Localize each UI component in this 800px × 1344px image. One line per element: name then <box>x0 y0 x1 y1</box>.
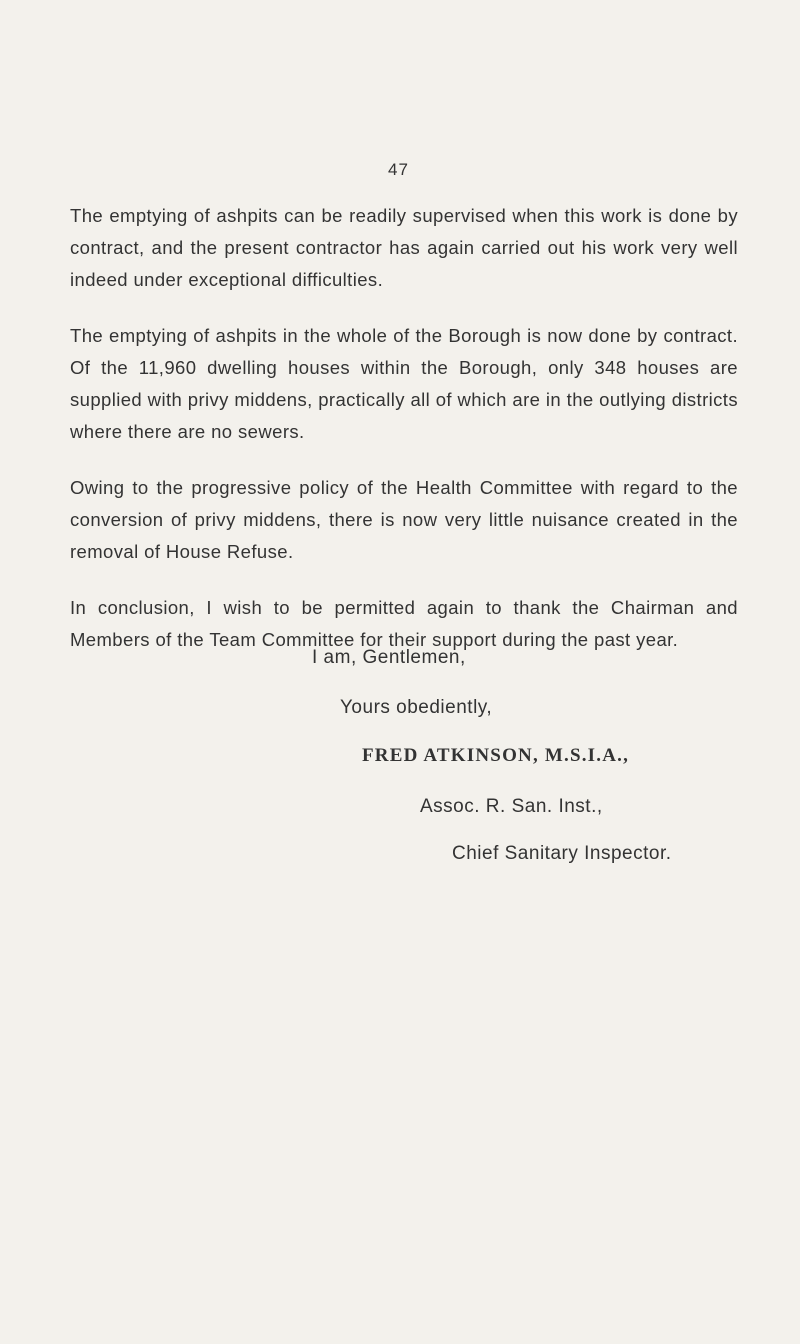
signatory-title: Chief Sanitary Inspector. <box>452 843 672 864</box>
paragraph-ashpit-contract: The emptying of ashpits in the whole of the Borough is now done by contract. Of the 11,960 dwelling houses within the Borough, only 348 houses are supplied with privy middens, practically all of which are in the outlying districts where there are no sewers. <box>70 325 738 442</box>
closing-yours: Yours obediently, <box>340 697 493 718</box>
page-number: 47 <box>388 160 409 179</box>
paragraph-conclusion: In conclusion, I wish to be permitted again to thank the Chairman and Members of the Team Committee for their support during the past year. <box>70 597 738 650</box>
report-body <box>70 200 738 680</box>
signatory-name: FRED ATKINSON, M.S.I.A., <box>362 745 630 766</box>
closing-greeting: I am, Gentlemen, <box>312 647 466 668</box>
paragraph-privy-middens: Owing to the progressive policy of the Health Committee with regard to the conversion of privy middens, there is now very little nuisance created in the removal of House Refuse. <box>70 477 738 562</box>
paragraph-ashpit-supervision: The emptying of ashpits can be readily supervised when this work is done by contract, and the present contractor has again carried out his work very well indeed under exceptional difficulties. <box>70 205 738 290</box>
signatory-qualification: Assoc. R. San. Inst., <box>420 796 603 817</box>
